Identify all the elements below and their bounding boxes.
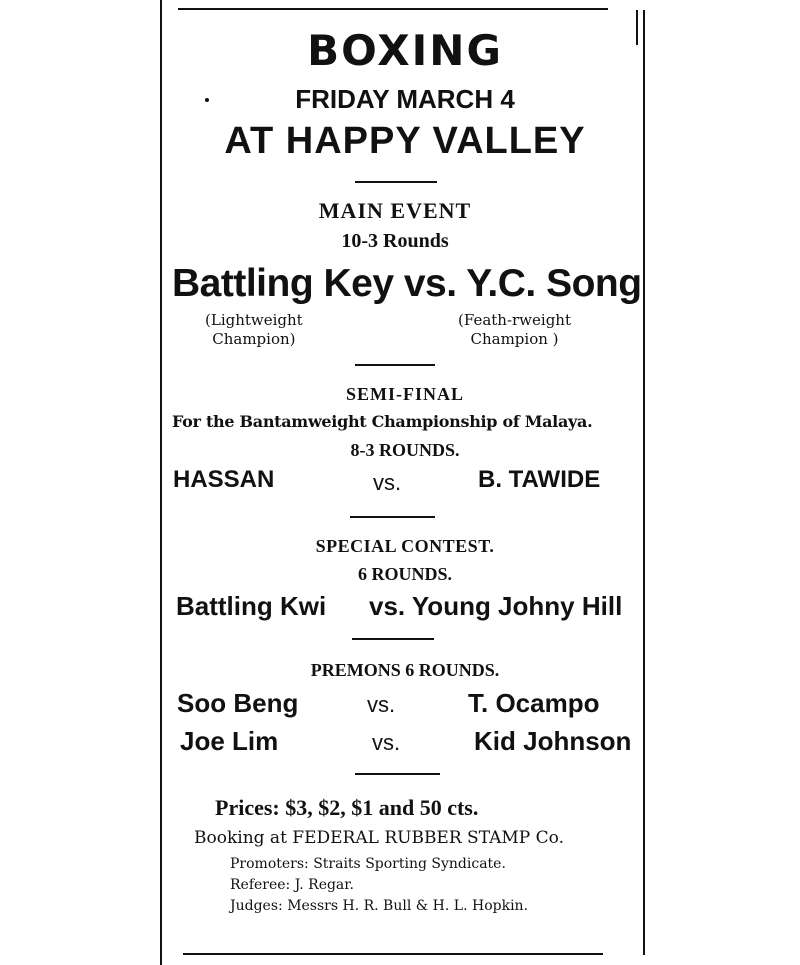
premons-bout-1-right: T. Ocampo: [468, 688, 600, 718]
left-fighter-title: [205, 311, 303, 349]
divider: [355, 773, 440, 775]
ad-title: BOXING: [307, 26, 503, 75]
right-title-line2: Champion ): [470, 330, 559, 348]
premons-bout-2-right: Kid Johnson: [474, 726, 632, 756]
semi-final-subheading: For the Bantamweight Championship of Malaya.: [172, 412, 593, 431]
semi-final-left-fighter: HASSAN: [173, 466, 275, 493]
bottom-border: [183, 953, 603, 955]
main-event-heading: MAIN EVENT: [318, 198, 472, 223]
premons-bout-2-vs: vs.: [372, 730, 401, 755]
premons-bout-2-left: Joe Lim: [180, 726, 279, 756]
semi-final-rounds: 8-3 ROUNDS.: [350, 440, 460, 460]
premons-bout-1-vs: vs.: [367, 692, 396, 717]
left-title-line2: Champion): [212, 330, 296, 348]
divider: [355, 364, 435, 366]
premons-heading: PREMONS 6 ROUNDS.: [310, 660, 500, 680]
special-contest-left-fighter: Battling Kwi: [176, 591, 327, 621]
referee: Referee: J. Regar.: [230, 877, 354, 893]
right-fighter-title: [458, 311, 571, 349]
main-event-bout: Battling Key vs. Y.C. Song: [172, 262, 642, 305]
divider: [350, 516, 435, 518]
special-contest-rounds: 6 ROUNDS.: [357, 564, 452, 584]
semi-final-vs: vs.: [373, 470, 402, 495]
main-event-rounds: 10-3 Rounds: [341, 230, 449, 252]
semi-final-heading: SEMI-FINAL: [345, 384, 464, 404]
semi-final-right-fighter: B. TAWIDE: [478, 466, 601, 493]
top-border: [178, 8, 608, 10]
event-venue: AT HAPPY VALLEY: [224, 120, 586, 162]
promoters: Promoters: Straits Sporting Syndicate.: [230, 856, 506, 872]
right-title-line1: (Feath-rweight: [458, 311, 571, 329]
divider: [355, 181, 437, 183]
judges: Judges: Messrs H. R. Bull & H. L. Hopkin.: [230, 898, 529, 914]
special-contest-right-fighter: vs. Young Johny Hill: [369, 591, 623, 621]
booking-info: Booking at FEDERAL RUBBER STAMP Co.: [194, 828, 564, 848]
divider: [352, 638, 434, 640]
left-title-line1: (Lightweight: [205, 311, 303, 329]
event-date: FRIDAY MARCH 4: [295, 84, 515, 114]
special-contest-heading: SPECIAL CONTEST.: [315, 536, 495, 556]
premons-bout-1-left: Soo Beng: [177, 688, 299, 718]
prices: Prices: $3, $2, $1 and 50 cts.: [215, 795, 479, 820]
